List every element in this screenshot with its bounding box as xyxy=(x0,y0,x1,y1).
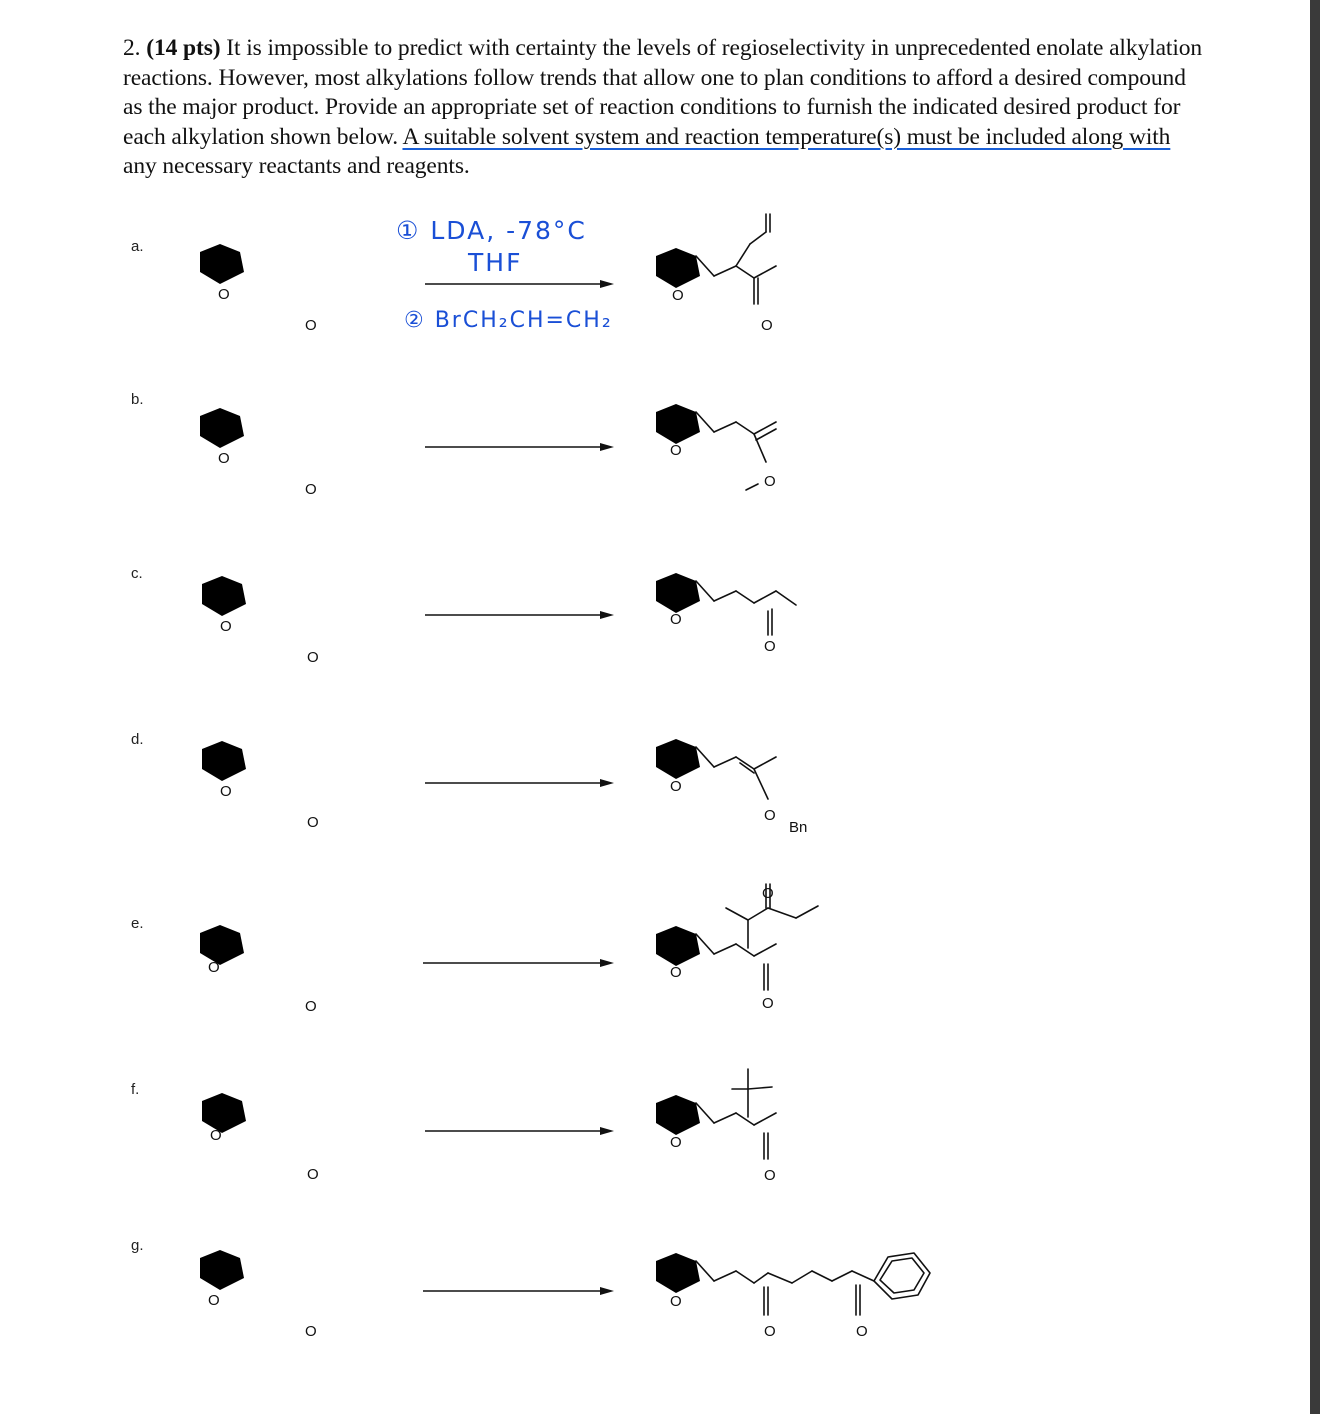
product-e-ring-oxygen: O xyxy=(670,964,682,981)
part-label-g: g. xyxy=(131,1237,144,1254)
carbonyl-oxygen-c: O xyxy=(307,649,319,666)
part-label-f: f. xyxy=(131,1081,140,1098)
handwritten-solvent: THF xyxy=(468,248,523,277)
product-b-ether-oxygen: O xyxy=(764,473,776,490)
product-c-carbonyl-oxygen: O xyxy=(764,638,776,655)
reaction-arrow-a xyxy=(425,280,614,288)
carbonyl-oxygen-b: O xyxy=(305,481,317,498)
product-f-ring-oxygen: O xyxy=(670,1134,682,1151)
part-label-d: d. xyxy=(131,731,144,748)
question-body: It is impossible to predict with certainty the levels of regioselectivity in unprecedented enolate alkylation reactions. However, most alkylations follow trends that allow one to plan conditions to afford a desired compound as the major product. Provide an appropriate set of reaction conditions to furnish the indicated desired product for each alkylation shown below. xyxy=(123,35,1203,150)
reaction-arrow-g xyxy=(423,1287,614,1295)
ring-oxygen-d: O xyxy=(220,783,232,800)
product-b-ring-oxygen: O xyxy=(670,442,682,459)
ring-oxygen-c: O xyxy=(220,618,232,635)
product-g xyxy=(656,1253,930,1315)
carbonyl-oxygen-f: O xyxy=(307,1166,319,1183)
ring-oxygen-g: O xyxy=(208,1292,220,1309)
product-g-carbonyl-oxygen: O xyxy=(764,1323,776,1340)
product-f-carbonyl-oxygen: O xyxy=(764,1167,776,1184)
reaction-arrow-c xyxy=(425,611,614,619)
product-g-aryl-carbonyl-oxygen: O xyxy=(856,1323,868,1340)
ring-oxygen-f: O xyxy=(210,1127,222,1144)
ring-oxygen-e: O xyxy=(208,959,220,976)
product-g-ring-oxygen: O xyxy=(670,1293,682,1310)
ring-oxygen-b: O xyxy=(218,450,230,467)
question-points: (14 pts) xyxy=(146,35,221,61)
handwritten-step1: ① LDA, -78°C xyxy=(396,216,587,245)
part-label-e: e. xyxy=(131,915,144,932)
reaction-arrow-e xyxy=(423,959,614,967)
part-label-c: c. xyxy=(131,565,143,582)
reaction-arrow-f xyxy=(425,1127,614,1135)
product-c-ring-oxygen: O xyxy=(670,611,682,628)
carbonyl-oxygen-a: O xyxy=(305,317,317,334)
question-body-end: any necessary reactants and reagents. xyxy=(123,153,470,180)
underlined-requirement: A suitable solvent system and reaction temperature(s) must be included along with xyxy=(402,123,1171,150)
part-label-b: b. xyxy=(131,391,144,408)
product-e-carbonyl-oxygen: O xyxy=(762,995,774,1012)
product-d-benzyl-label: Bn xyxy=(789,819,808,836)
handwritten-step2: ② BrCH₂CH=CH₂ xyxy=(404,308,613,333)
ring-oxygen-a: O xyxy=(218,286,230,303)
product-d-ether-oxygen: O xyxy=(764,807,776,824)
product-e-side-carbonyl-oxygen: O xyxy=(762,885,774,902)
reaction-arrow-d xyxy=(425,779,614,787)
carbonyl-oxygen-d: O xyxy=(307,814,319,831)
product-a-ring-oxygen: O xyxy=(672,287,684,304)
reaction-arrow-b xyxy=(425,443,614,451)
carbonyl-oxygen-e: O xyxy=(305,998,317,1015)
carbonyl-oxygen-g: O xyxy=(305,1323,317,1340)
product-d-ring-oxygen: O xyxy=(670,778,682,795)
part-label-a: a. xyxy=(131,238,144,255)
question-number: 2. xyxy=(123,35,141,61)
viewer-edge xyxy=(1310,0,1320,1414)
product-a-carbonyl-oxygen: O xyxy=(761,317,773,334)
